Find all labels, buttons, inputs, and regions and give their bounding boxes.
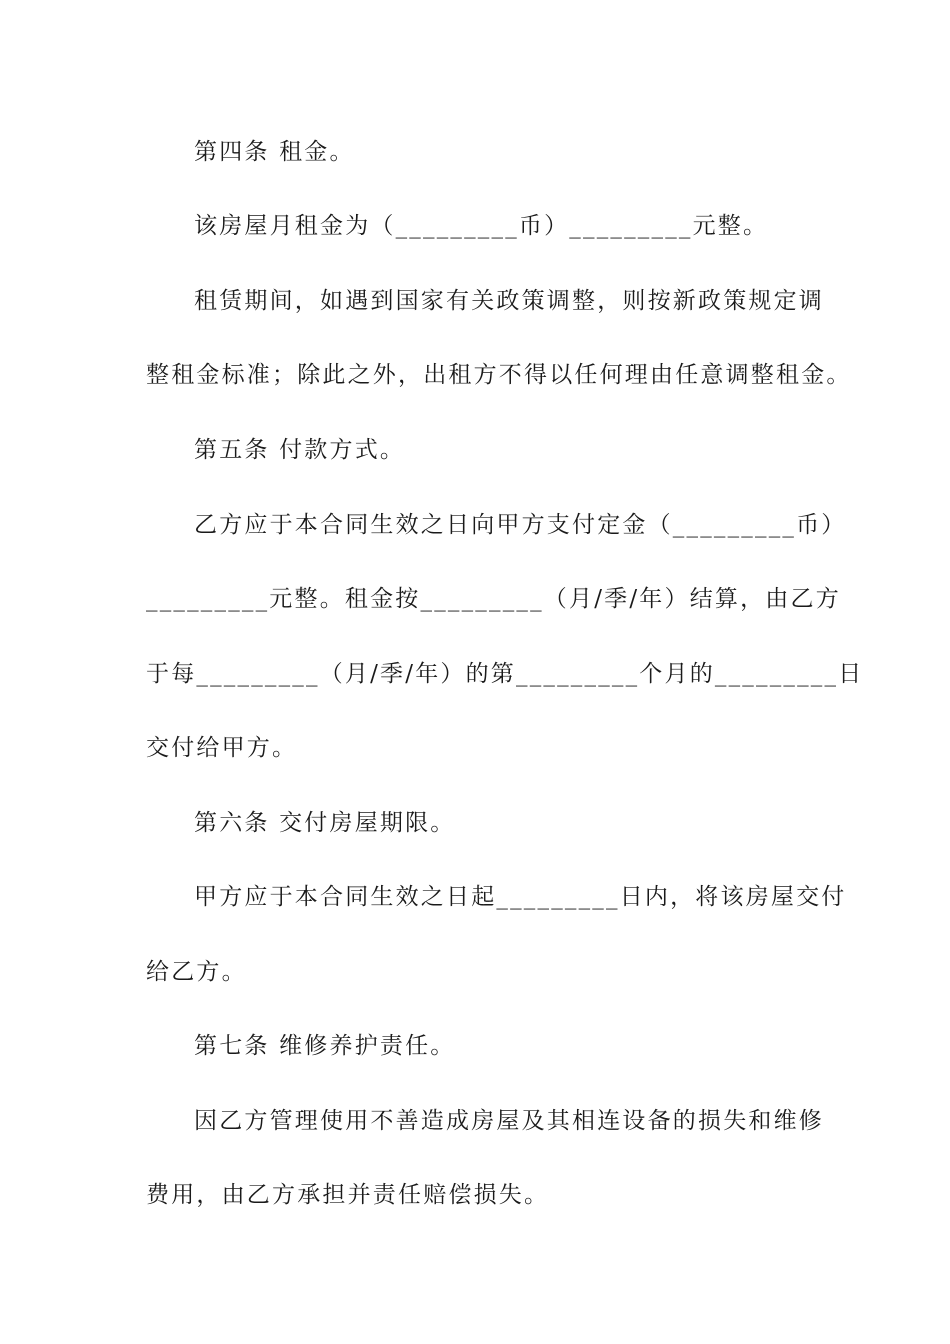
maintenance-line-2: 费用，由乙方承担并责任赔偿损失。	[146, 1182, 550, 1208]
payment-recipient-line: 交付给甲方。	[146, 735, 298, 761]
deposit-line-2: _________元整。租金按_________（月/季/年）结算，由乙方	[146, 586, 841, 612]
rent-policy-line-1: 租赁期间，如遇到国家有关政策调整，则按新政策规定调	[194, 288, 824, 314]
maintenance-line-1: 因乙方管理使用不善造成房屋及其相连设备的损失和维修	[194, 1108, 824, 1134]
payment-schedule-line: 于每_________（月/季/年）的第_________个月的_________日	[146, 661, 864, 687]
rent-amount-line: 该房屋月租金为（_________币）_________元整。	[194, 213, 769, 239]
article-7-heading: 第七条 维修养护责任。	[194, 1033, 456, 1059]
rent-policy-line-2: 整租金标准；除此之外，出租方不得以任何理由任意调整租金。	[146, 362, 852, 388]
article-5-heading: 第五条 付款方式。	[194, 437, 406, 463]
delivery-line-1: 甲方应于本合同生效之日起_________日内，将该房屋交付	[194, 884, 847, 910]
delivery-line-2: 给乙方。	[146, 959, 247, 985]
article-4-heading: 第四条 租金。	[194, 139, 355, 165]
deposit-line-1: 乙方应于本合同生效之日向甲方支付定金（_________币）	[194, 512, 847, 538]
article-6-heading: 第六条 交付房屋期限。	[194, 810, 456, 836]
